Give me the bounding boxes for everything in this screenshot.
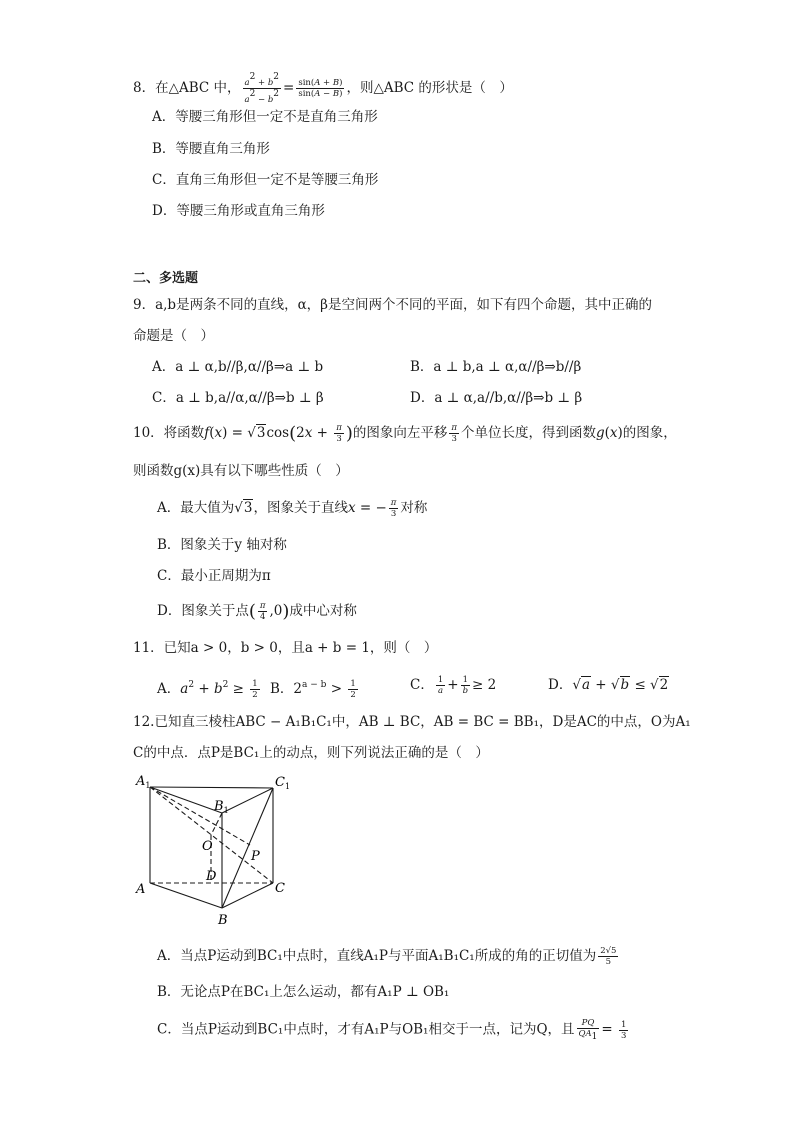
q10-stem-line2: 则函数g(x)具有以下哪些性质（ ） [133, 463, 349, 479]
edge-bc [222, 883, 273, 908]
q10-stem-line1: 10．将函数f(x) = √3cos(2x + $\frac{\pi}{3}$ )的图象向左平移 $\frac{\pi}{3}$ 个单位长度，得到函数g(x)的图象， [133, 423, 677, 444]
q12-option-c: C．当点P运动到BC₁中点时，才有A₁P与OB₁相交于一点，记为Q，且 $\frac{PQ}{QA1}$ = $\frac{1}{3}$ [157, 1018, 627, 1042]
q10-tail: 个单位长度，得到函数 [460, 425, 596, 441]
q11-stem: 11．已知a > 0，b > 0，且a + b = 1，则（ ） [133, 640, 438, 656]
label-o: O [202, 839, 213, 854]
q10-num: 10．将函数 [133, 425, 205, 441]
q9-option-b: B．a ⊥ b,a ⊥ α,α//β⇒b//β [410, 359, 582, 375]
edge-a1c1 [150, 787, 273, 788]
segment-ob1-hidden [211, 813, 222, 835]
prism-figure [130, 770, 300, 930]
q11-option-d: D．√a + √b ≤ √2 [548, 677, 669, 693]
q10-option-b: B．图象关于y 轴对称 [157, 537, 287, 553]
label-p: P [251, 849, 260, 864]
label-b: B [218, 913, 228, 928]
edge-bc1 [222, 788, 273, 908]
q9-option-a: A．a ⊥ α,b//β,α//β⇒a ⊥ b [152, 359, 324, 375]
q8-option-d: D．等腰三角形或直角三角形 [152, 203, 325, 219]
q8-stem-tail: ，则△ABC 的形状是（ ） [346, 80, 513, 96]
q12-stem-line1: 12.已知直三棱柱ABC − A₁B₁C₁中，AB ⊥ BC，AB = BC = BB₁，D是AC的中点，O为A₁ [133, 714, 691, 730]
q8-rhs-fraction: $\frac{\sin(A + B)}{\sin(A - B)}$ [298, 78, 343, 99]
q8-option-a: A．等腰三角形但一定不是直角三角形 [152, 109, 378, 125]
q10-tail2: 的图象， [622, 425, 677, 441]
q9-stem-line2: 命题是（ ） [133, 328, 214, 344]
label-c1: $C_1$ [275, 775, 291, 791]
q11-option-a: A．$a^2 + b^2$ ≥ $\frac{1}{2}$ [157, 679, 258, 700]
q12-opta-pre: A．当点P运动到BC₁中点时，直线A₁P与平面A₁B₁C₁所成的角的正切值为 [157, 948, 597, 964]
edge-a1b1 [150, 787, 222, 813]
label-b1: $B_1$ [214, 799, 229, 815]
q10-option-d: D．图象关于点( $\frac{\pi}{4}$ ,0)成中心对称 [157, 601, 357, 622]
q12-optc-pre: C．当点P运动到BC₁中点时，才有A₁P与OB₁相交于一点，记为Q，且 [157, 1021, 575, 1038]
q10-opta-tail: 对称 [400, 500, 428, 516]
q8-prefix: 8．在△ABC 中， [133, 80, 241, 96]
section-title: 二、多选题 [133, 271, 199, 286]
q8-lhs-fraction: $\frac{a2 + b2}{a2 - b2}$ [244, 72, 280, 105]
q11-option-b: B．$2^{a - b}$ > $\frac{1}{2}$ [270, 679, 356, 700]
q9-stem-line1: 9．a,b是两条不同的直线，α，β是空间两个不同的平面，如下有四个命题，其中正确的 [133, 297, 652, 313]
edge-b1c1 [222, 788, 273, 813]
q8-option-b: B．等腰直角三角形 [152, 141, 270, 157]
label-a: A [136, 882, 146, 897]
label-a1: $A_1$ [136, 774, 151, 790]
q9-option-c: C．a ⊥ b,a//α,α//β⇒b ⊥ β [152, 390, 324, 406]
q10-option-a: A．最大值为√3，图象关于直线x = − $\frac{\pi}{3}$ 对称 [157, 498, 428, 519]
q10-opta-pre: A．最大值为 [157, 500, 235, 516]
q12-option-b: B．无论点P在BC₁上怎么运动，都有A₁P ⊥ OB₁ [157, 984, 450, 1000]
q10-optd-tail: 成中心对称 [289, 603, 357, 619]
q11-option-c: C． $\frac{1}{a}$ + $\frac{1}{b}$ ≥ 2 [410, 675, 497, 696]
q10-opta-mid: ，图象关于直线 [253, 500, 348, 516]
edge-ab [150, 883, 222, 908]
label-d: D [206, 869, 217, 884]
q10-mid: 的图象向左平移 [352, 425, 448, 441]
q10-optd-pre: D．图象关于点 [157, 603, 249, 619]
segment-a1p-hidden [150, 787, 250, 845]
q8-stem: 8．在△ABC 中， $\frac{a2 + b2}{a2 - b2}$ = $\frac{\sin(A + B)}{\sin(A - B)}$ ，则△ABC 的形状是（ ） [133, 72, 513, 105]
q9-option-d: D．a ⊥ α,a//b,α//β⇒b ⊥ β [410, 390, 583, 406]
q12-option-a: A．当点P运动到BC₁中点时，直线A₁P与平面A₁B₁C₁所成的角的正切值为 $\frac{2√5}{5}$ [157, 946, 617, 967]
q12-stem-line2: C的中点．点P是BC₁上的动点，则下列说法正确的是（ ） [133, 745, 489, 761]
label-c: C [275, 881, 285, 896]
q8-option-c: C．直角三角形但一定不是等腰三角形 [152, 172, 379, 188]
q10-option-c: C．最小正周期为π [157, 568, 271, 584]
